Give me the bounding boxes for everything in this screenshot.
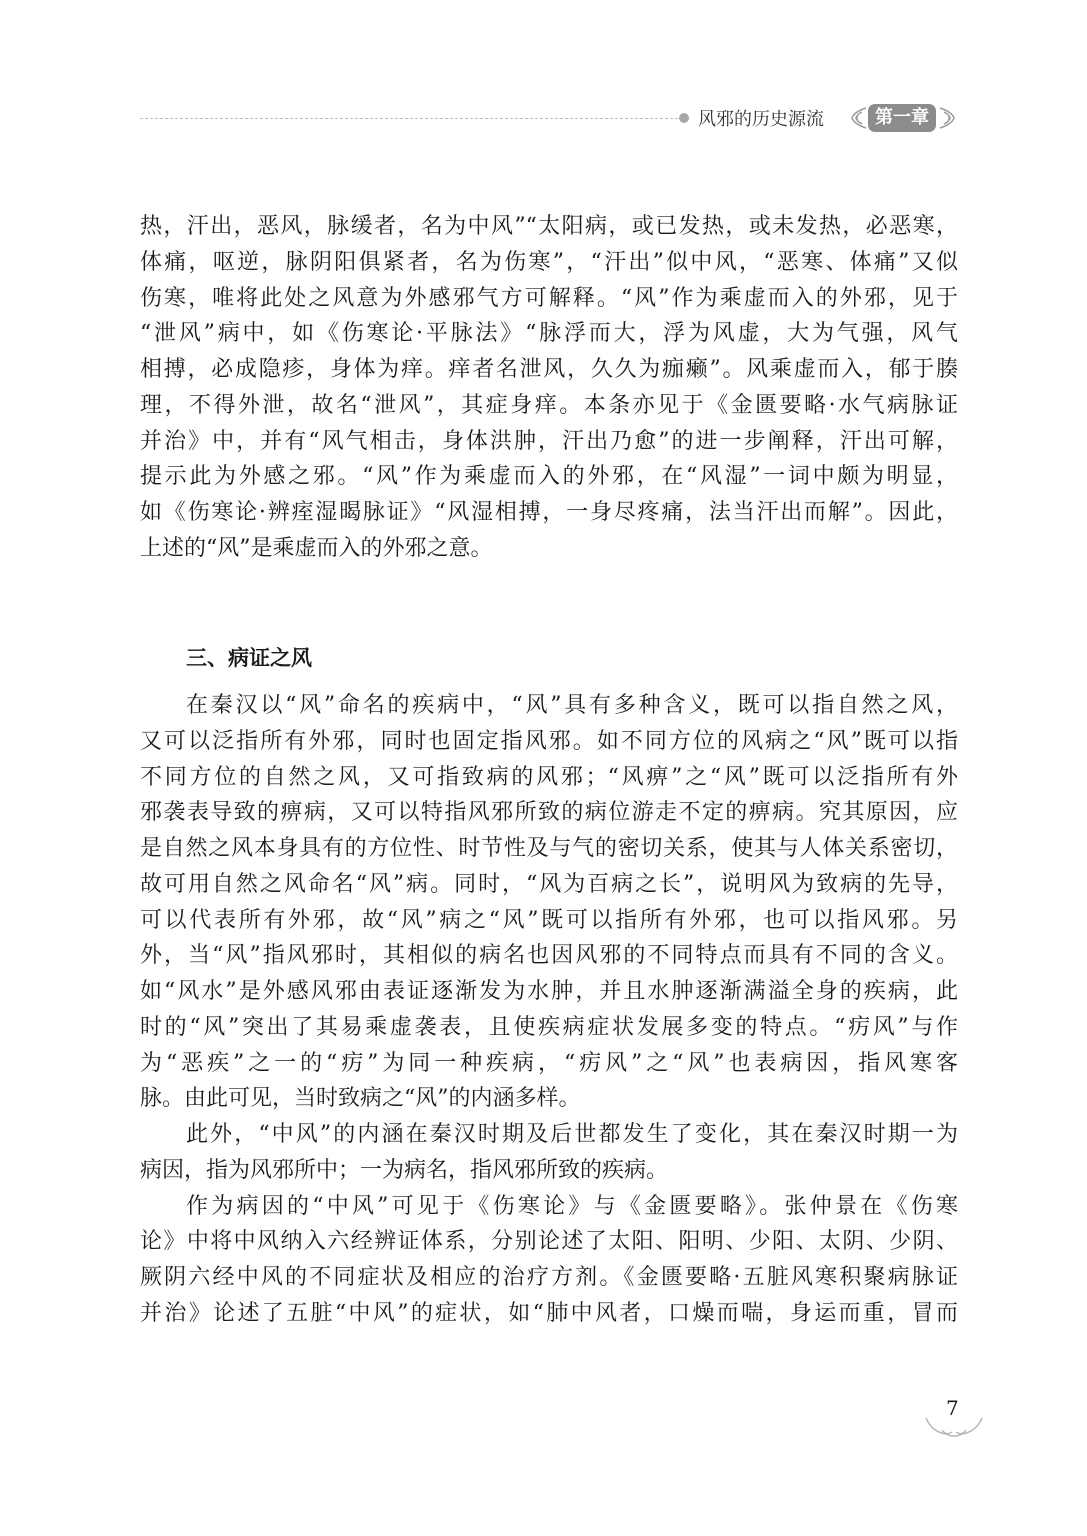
text-line: 外，当“风”指风邪时，其相似的病名也因风邪的不同特点而具有不同的含义。 [140, 943, 958, 969]
text-line: 又可以泛指所有外邪，同时也固定指风邪。如不同方位的风病之“风”既可以指 [140, 728, 958, 754]
text-line: 并治》论述了五脏“中风”的症状，如“肺中风者，口燥而喘，身运而重，冒而 [140, 1300, 958, 1326]
ornament-left-icon [848, 106, 868, 130]
text-line: 病因，指为风邪所中；一为病名，指风邪所致的疾病。 [140, 1157, 669, 1183]
text-line: 热，汗出，恶风，脉缓者，名为中风”“太阳病，或已发热，或未发热，必恶寒， [140, 214, 958, 239]
text-line: 体痛，呕逆，脉阴阳俱紧者，名为伤寒”，“汗出”似中风，“恶寒、体痛”又似 [140, 249, 958, 275]
text-line: 故可用自然之风命名“风”病。同时，“风为百病之长”，说明风为致病的先导， [140, 871, 958, 897]
text-line: 为“恶疾”之一的“疠”为同一种疾病，“疠风”之“风”也表病因，指风寒客 [140, 1050, 958, 1076]
text-line: 上述的“风”是乘虚而入的外邪之意。 [140, 535, 493, 561]
text-line: “泄风”病中，如《伤寒论·平脉法》“脉浮而大，浮为风虚，大为气强，风气 [140, 321, 958, 347]
page-number: 7 [946, 1396, 959, 1420]
text-line: 脉。由此可见，当时致病之“风”的内涵多样。 [140, 1086, 581, 1112]
text-line: 邪袭表导致的痹病，又可以特指风邪所致的病位游走不定的痹病。究其原因，应 [140, 800, 958, 826]
text-line: 可以代表所有外邪，故“风”病之“风”既可以指所有外邪，也可以指风邪。另 [140, 907, 958, 933]
header-section-title: 风邪的历史源流 [698, 109, 824, 130]
text-line: 在秦汉以“风”命名的疾病中，“风”具有多种含义，既可以指自然之风， [186, 693, 958, 718]
text-line: 提示此为外感之邪。“风”作为乘虚而入的外邪，在“风湿”一词中颇为明显， [140, 464, 958, 490]
text-line: 不同方位的自然之风，又可指致病的风邪；“风痹”之“风”既可以泛指所有外 [140, 764, 958, 790]
text-line: 时的“风”突出了其易乘虚袭表，且使疾病症状发展多变的特点。“疠风”与作 [140, 1014, 958, 1040]
text-line: 伤寒，唯将此处之风意为外感邪气方可解释。“风”作为乘虚而入的外邪，见于 [140, 285, 958, 311]
text-line: 论》中将中风纳入六经辨证体系，分别论述了太阳、阳明、少阳、太阴、少阴、 [140, 1229, 958, 1255]
text-line: 作为病因的“中风”可见于《伤寒论》与《金匮要略》。张仲景在《伤寒 [186, 1193, 958, 1219]
section-body [140, 688, 958, 1332]
header-dot [679, 113, 689, 123]
text-line: 如“风水”是外感风邪由表证逐渐发为水肿，并且水肿逐渐满溢全身的疾病，此 [140, 979, 958, 1004]
text-line: 厥阴六经中风的不同症状及相应的治疗方剂。《金匮要略·五脏风寒积聚病脉证 [140, 1265, 958, 1290]
header-dashed-rule [140, 118, 678, 119]
text-line: 并治》中，并有“风气相击，身体洪肿，汗出乃愈”的进一步阐释，汗出可解， [140, 428, 958, 454]
page-ornament-icon [922, 1414, 986, 1442]
paragraph-continued [140, 209, 958, 567]
ornament-right-icon [938, 106, 958, 130]
text-line: 如《伤寒论·辨痓湿暍脉证》“风湿相搏，一身尽疼痛，法当汗出而解”。因此， [140, 500, 958, 525]
text-line: 理，不得外泄，故名“泄风”，其症身痒。本条亦见于《金匮要略·水气病脉证 [140, 392, 958, 418]
text-line: 是自然之风本身具有的方位性、时节性及与气的密切关系，使其与人体关系密切， [140, 836, 958, 861]
text-line: 相搏，必成隐疹，身体为痒。痒者名泄风，久久为痂癞”。风乘虚而入，郁于腠 [140, 357, 958, 382]
chapter-badge [848, 102, 958, 134]
chapter-badge-label: 第一章 [868, 104, 936, 132]
text-line: 此外，“中风”的内涵在秦汉时期及后世都发生了变化，其在秦汉时期一为 [186, 1122, 958, 1147]
section-heading: 三、病证之风 [186, 646, 312, 670]
